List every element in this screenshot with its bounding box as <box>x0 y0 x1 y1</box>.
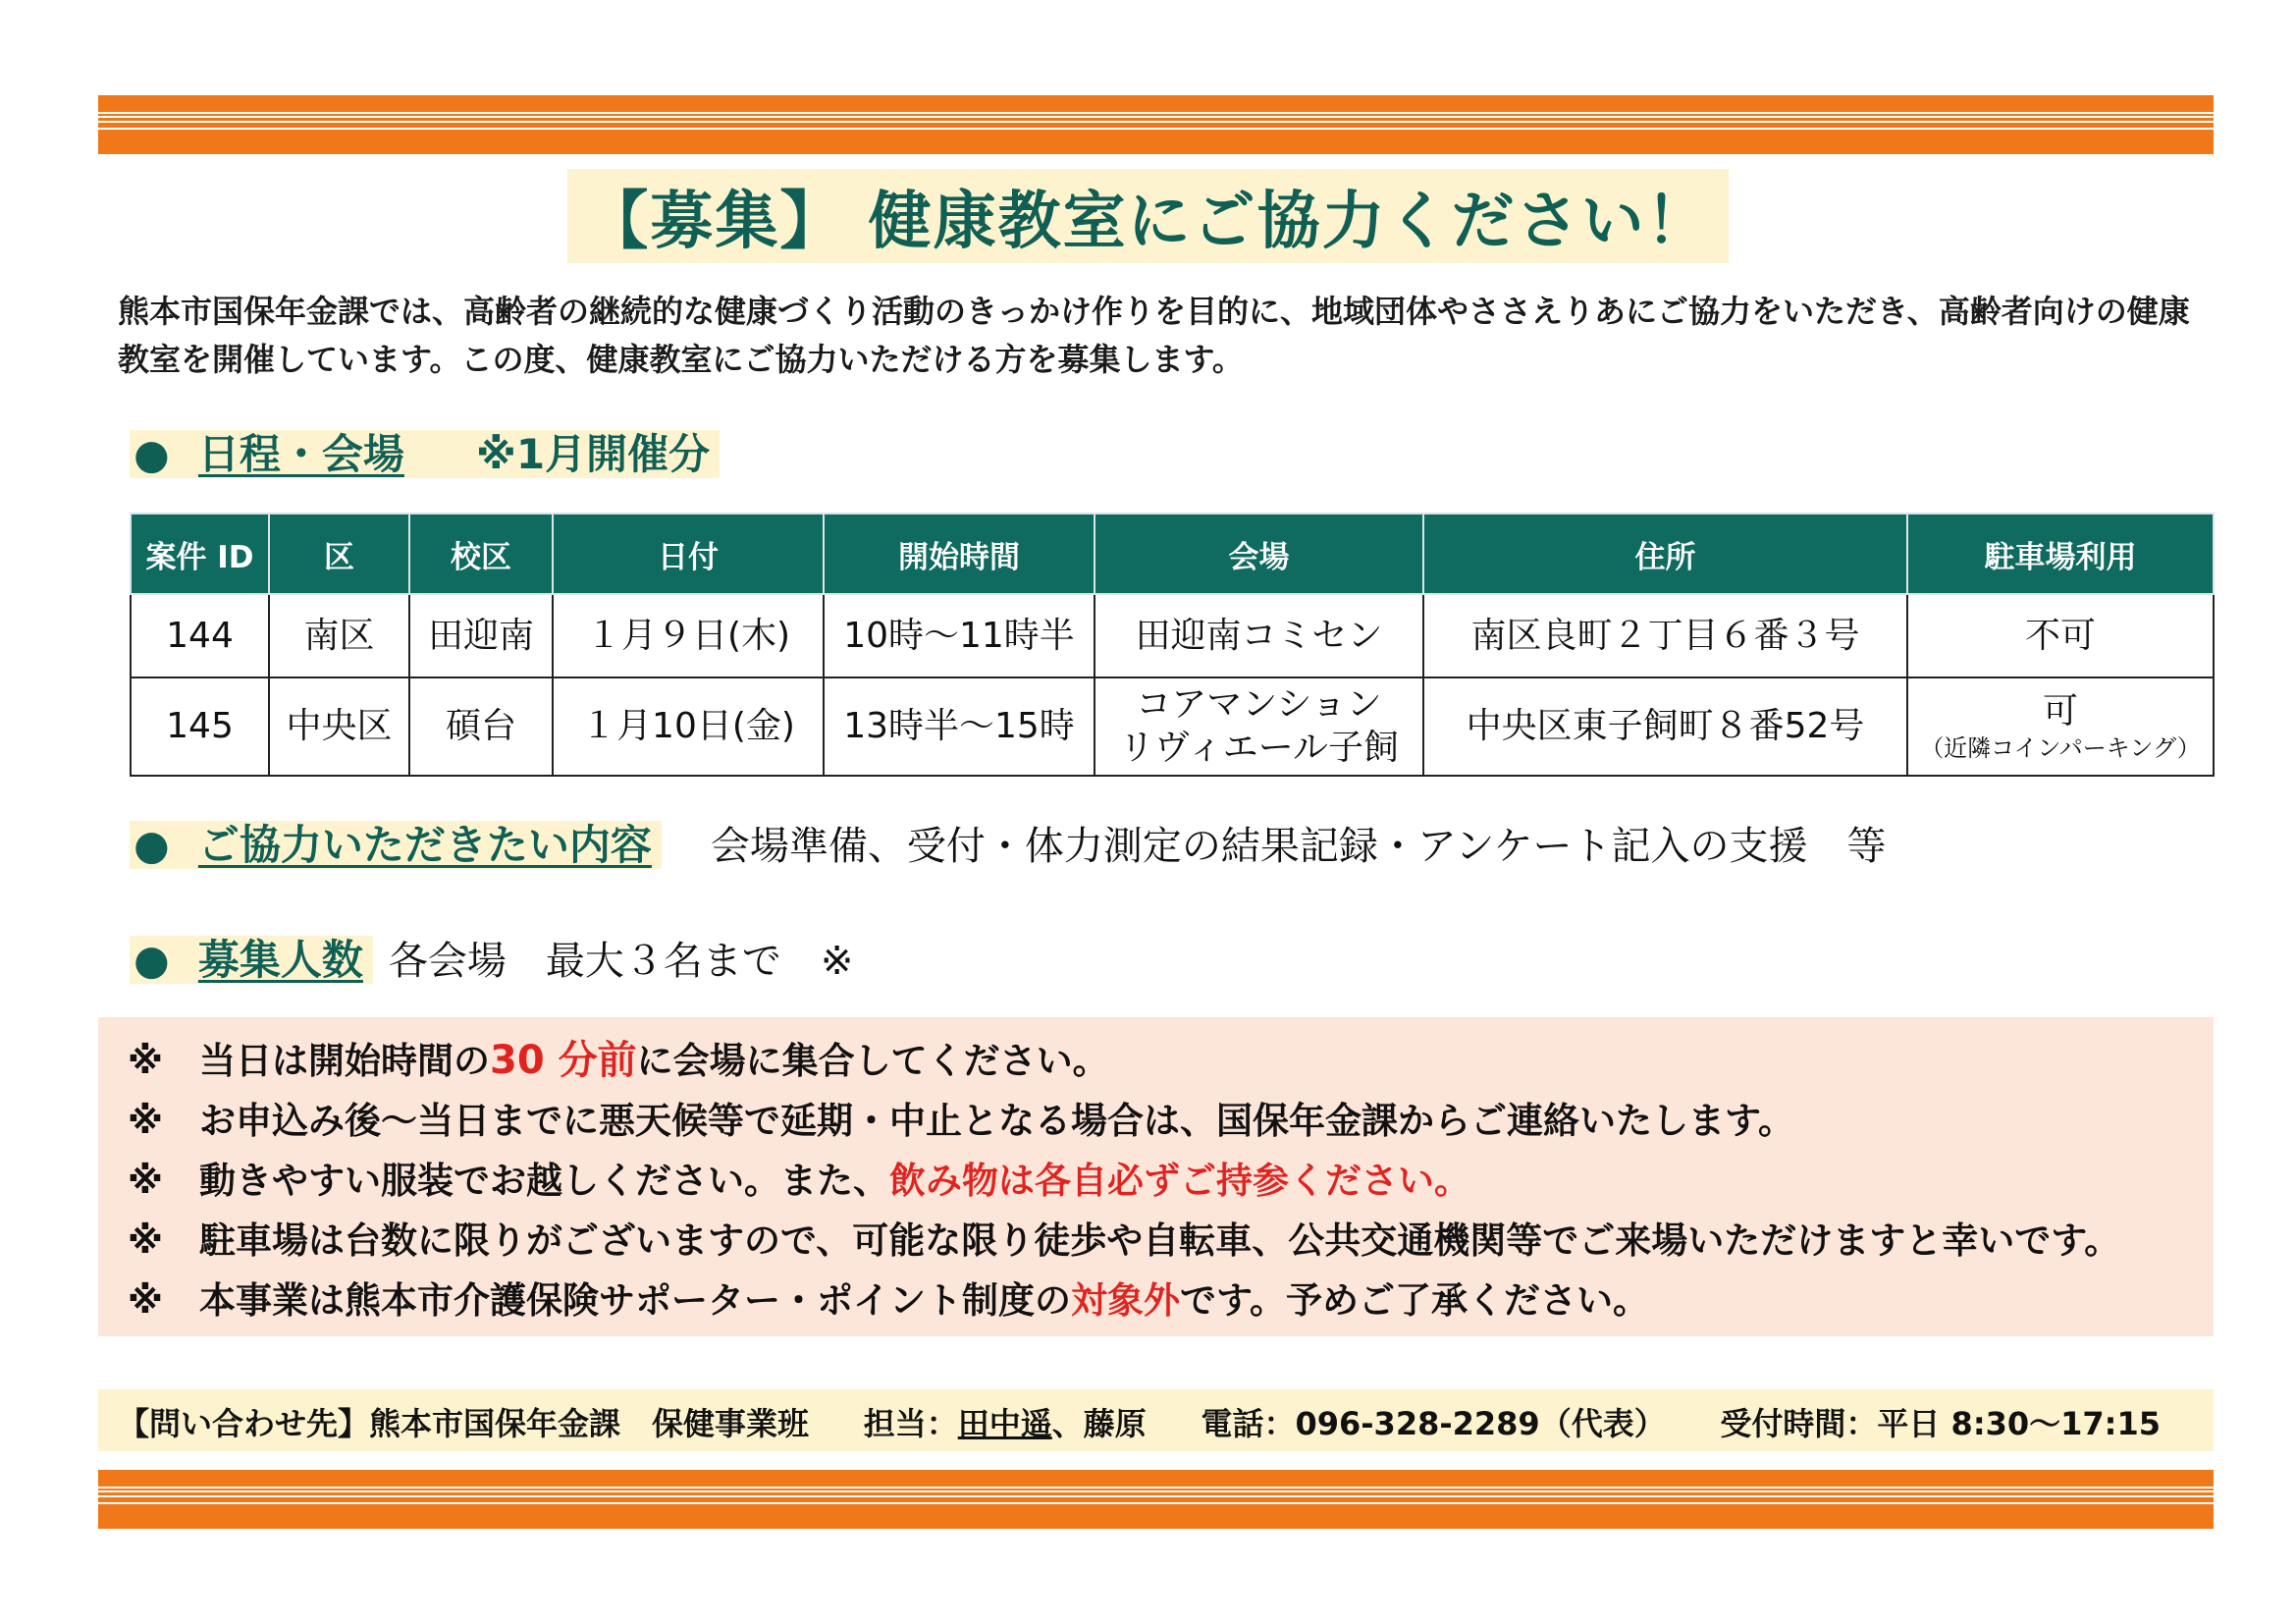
schedule-heading <box>130 422 720 481</box>
cell-address: 中央区東子飼町８番52号 <box>1423 677 1907 776</box>
cell-date: １月10日(金) <box>553 677 824 776</box>
col-header-time: 開始時間 <box>824 514 1095 594</box>
contact-staff-prefix: 担当： <box>863 1405 958 1442</box>
cell-venue <box>1095 677 1423 776</box>
table-header-row <box>131 514 2214 594</box>
help-text: 会場準備、受付・体力測定の結果記録・アンケート記入の支援 等 <box>710 824 1887 869</box>
bullet-icon: ● <box>133 430 170 478</box>
contact-bar <box>98 1389 2214 1451</box>
count-section <box>130 928 853 987</box>
note-highlight: 対象外 <box>1070 1279 1180 1322</box>
cell-parking <box>1907 594 2214 677</box>
cell-school: 碩台 <box>409 677 553 776</box>
count-text: 各会場 最大３名まで ※ <box>388 939 854 984</box>
col-header-id: 案件 ID <box>131 514 269 594</box>
contact-staff-underlined: 田中遥 <box>957 1405 1052 1442</box>
table-row <box>131 594 2214 677</box>
notes-box <box>98 1017 2214 1336</box>
cell-id: 144 <box>131 594 269 677</box>
col-header-address: 住所 <box>1423 514 1907 594</box>
cell-school: 田迎南 <box>409 594 553 677</box>
page-title <box>0 169 2296 263</box>
contact-staff-rest: 、藤原 <box>1051 1405 1147 1442</box>
venue-line-2: リヴィエール子飼 <box>1118 728 1400 768</box>
note-line: ※ 本事業は熊本市介護保険サポーター・ポイント制度の対象外です。予めご了承ください。 <box>128 1279 1650 1322</box>
top-orange-band <box>98 95 2214 154</box>
parking-note: （近隣コインパーキング） <box>1920 734 2201 762</box>
cell-id: 145 <box>131 677 269 776</box>
col-header-venue: 会場 <box>1095 514 1423 594</box>
note-highlight: 飲み物は各自必ずご持参ください。 <box>888 1160 1470 1202</box>
note-highlight: 30 分前 <box>489 1038 637 1083</box>
cell-date: １月９日(木) <box>553 594 824 677</box>
bullet-icon: ● <box>133 821 170 869</box>
help-heading: ご協力いただきたい内容 <box>197 821 652 869</box>
cell-time: 13時半～15時 <box>824 677 1095 776</box>
col-header-date: 日付 <box>553 514 824 594</box>
note-line: ※ 駐車場は台数に限りがございますので、可能な限り徒歩や自転車、公共交通機関等でご来場いただけますと幸いです。 <box>128 1219 2121 1262</box>
intro-paragraph: 熊本市国保年金課では、高齢者の継続的な健康づくり活動のきっかけ作りを目的に、地域団体やささえりあにご協力をいただき、高齢者向けの健康教室を開催しています。この度、健康教室にご協力いただける方を募集します。 <box>118 293 2190 378</box>
venue-line-1: 田迎南コミセン <box>1135 615 1383 656</box>
cell-address: 南区良町２丁目６番３号 <box>1423 594 1907 677</box>
col-header-parking: 駐車場利用 <box>1907 514 2214 594</box>
schedule-heading-note: ※1月開催分 <box>476 430 711 478</box>
note-line: ※ 動きやすい服装でお越しください。また、飲み物は各自必ずご持参ください。 <box>128 1160 1470 1202</box>
cell-time: 10時～11時半 <box>824 594 1095 677</box>
cell-ward: 中央区 <box>269 677 409 776</box>
cell-parking <box>1907 677 2214 776</box>
note-line: ※ お申込み後～当日までに悪天候等で延期・中止となる場合は、国保年金課からご連絡いたします。 <box>128 1100 1795 1142</box>
bottom-orange-band <box>98 1470 2214 1529</box>
contact-phone: 電話：096-328-2289（代表） <box>1201 1405 1666 1442</box>
page-title-text: 【募集】 健康教室にご協力ください！ <box>567 169 1728 263</box>
schedule-table <box>130 513 2215 777</box>
schedule-heading-label: 日程・会場 <box>197 430 404 478</box>
cell-ward: 南区 <box>269 594 409 677</box>
col-header-ward: 区 <box>269 514 409 594</box>
parking-value: 可 <box>2042 691 2078 731</box>
contact-hours: 受付時間：平日 8:30～17:15 <box>1720 1405 2162 1442</box>
note-line: ※ 当日は開始時間の30 分前に会場に集合してください。 <box>128 1038 1109 1083</box>
venue-line-1: コアマンション <box>1136 684 1382 725</box>
parking-value: 不可 <box>2024 615 2096 656</box>
bullet-icon: ● <box>133 936 170 984</box>
cell-venue <box>1095 594 1423 677</box>
count-heading: 募集人数 <box>197 936 363 984</box>
help-section <box>130 813 1887 872</box>
col-header-school: 校区 <box>409 514 553 594</box>
contact-label: 【問い合わせ先】熊本市国保年金課 保健事業班 <box>118 1405 810 1442</box>
table-row <box>131 677 2214 776</box>
